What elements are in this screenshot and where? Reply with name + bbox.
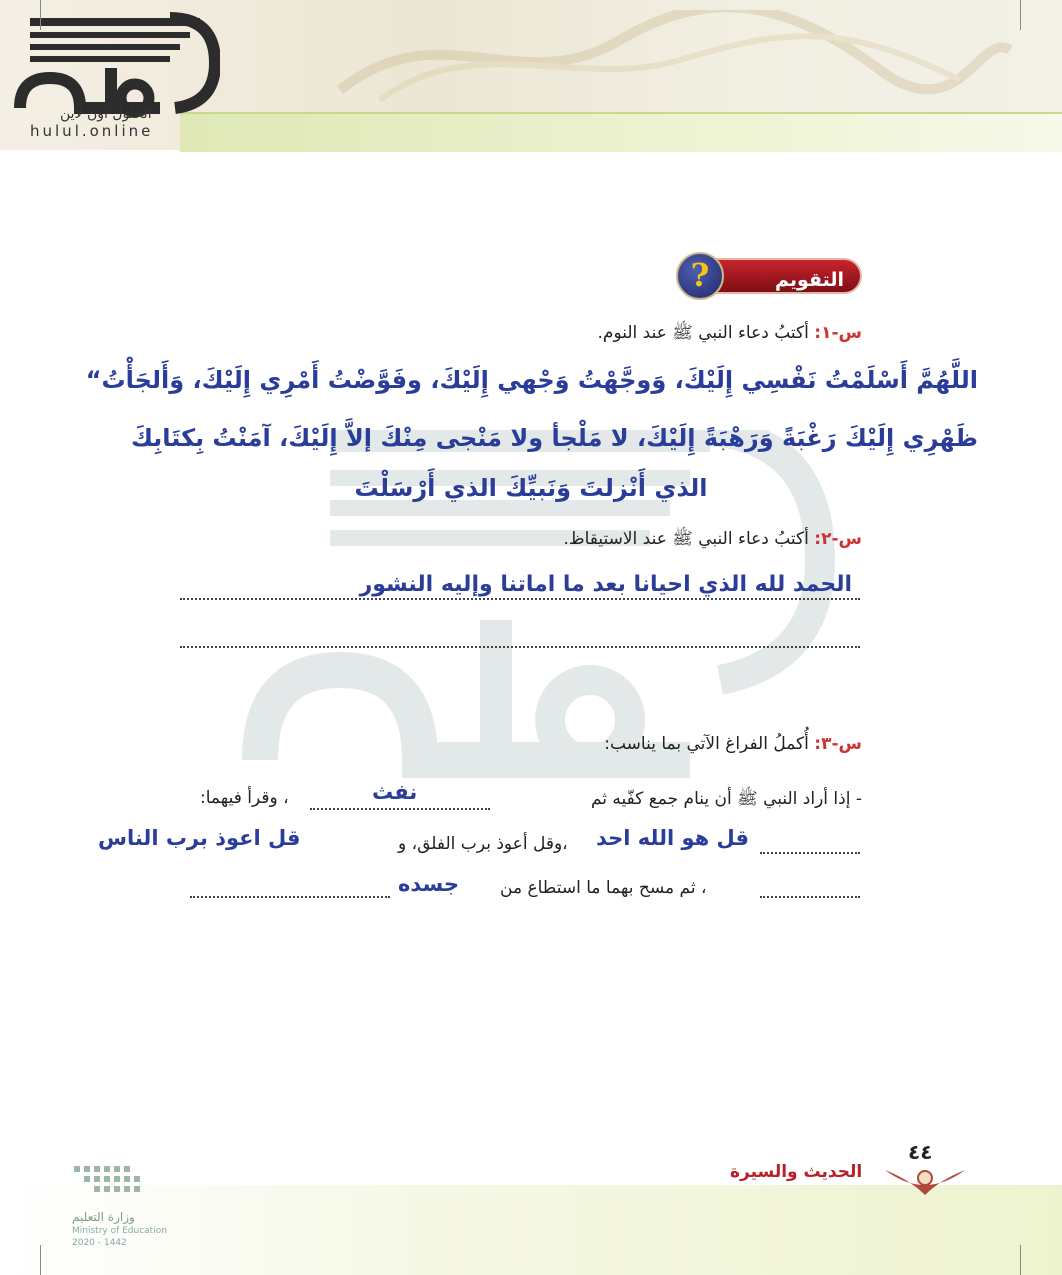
q2-number: س-٢: (814, 529, 862, 549)
q3-blank3-dotted (190, 896, 390, 898)
ministry-years: 2020 - 1442 (72, 1238, 127, 1248)
crop-mark (1020, 1245, 1021, 1275)
q3-line1-prefix: - إذا أراد النبي ﷺ أن ينام جمع كفّيه ثم (590, 789, 862, 809)
ministry-english-name: Ministry of Education (72, 1226, 167, 1236)
ornament-icon (880, 1160, 970, 1200)
q3-prompt (604, 734, 862, 754)
crop-mark (1020, 0, 1021, 30)
page-number: ٤٤ (908, 1140, 933, 1164)
q1-answer-line-1: اللَّهُمَّ أَسْلَمْتُ نَفْسِي إِلَيْكَ، وَوجَّهْتُ وَجْهي إِلَيْكَ، وفَوَّضْتُ أَمْرِي إِلَيْكَ، وَأَلجَأْتُ“ (85, 366, 978, 394)
crop-mark (40, 1245, 41, 1275)
q1-answer-line-2: ظَهْرِي إِلَيْكَ رَغْبَةً وَرَهْبَةً إِلَيْكَ، لا مَلْجأ ولا مَنْجى مِنْكَ إلاَّ إِلَيْكَ، آمَنْتُ بِكتَابِكَ (130, 424, 978, 452)
q2-text: أكتبُ دعاء النبي ﷺ عند الاستيقاظ. (563, 529, 809, 549)
q1-text: أكتبُ دعاء النبي ﷺ عند النوم. (597, 323, 809, 343)
q3-blank2a-answer: قل هو الله احد (596, 826, 750, 850)
q3-text: أُكملُ الفراغ الآتي بما يناسب: (604, 734, 809, 754)
logo-arabic-subtitle: الحلول اون لاين (60, 106, 152, 122)
header-green-band (180, 112, 1062, 152)
q3-blank3-answer: جسده (398, 872, 460, 896)
question-mark-icon: ? (676, 252, 724, 300)
evaluation-badge (676, 252, 864, 296)
q1-prompt (598, 322, 862, 347)
q3-blank2b-answer: قل اعوذ برب الناس (98, 826, 301, 850)
q2-second-dotted-line (180, 646, 860, 648)
badge-label: التقويم (774, 269, 844, 291)
q2-answer-dotted-line (180, 598, 860, 600)
q3-blank1-dotted (310, 808, 490, 810)
footer-book-title: الحديث والسيرة (730, 1162, 863, 1182)
q3-number: س-٣: (814, 734, 862, 754)
q1-number: س-١: (814, 323, 862, 343)
q2-prompt (563, 528, 862, 553)
ministry-arabic-name: وزارة التعليم (72, 1210, 135, 1224)
q3-blank2a-dotted (760, 852, 860, 854)
q3-line1-suffix: ، وقرأ فيهما: (200, 788, 289, 808)
q3-line3-leading-dotted (760, 896, 860, 898)
logo-latin-subtitle: hulul.online (30, 122, 154, 140)
crop-mark (40, 0, 41, 30)
q3-line3-mid: ، ثم مسح بهما ما استطاع من (500, 878, 707, 898)
q2-answer: الحمد لله الذي احيانا بعد ما اماتنا وإليه النشور (359, 572, 852, 597)
q3-line2-mid: ،وقل أعوذ برب الفلق، و (398, 834, 568, 854)
q1-answer-line-3: الذي أَنْزلتَ وَنَبيِّكَ الذي أَرْسَلْتَ (354, 474, 708, 502)
ministry-logo-icon (72, 1162, 152, 1208)
q3-blank1-answer: نفث (372, 780, 418, 804)
decorative-swirl-icon (320, 10, 1020, 105)
